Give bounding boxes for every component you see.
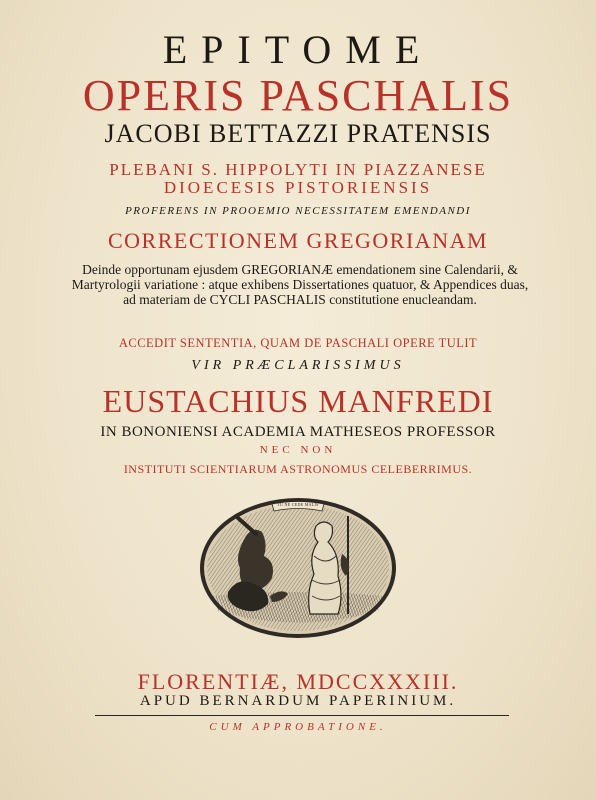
correctionem-heading: CORRECTIONEM GREGORIANAM bbox=[107, 228, 489, 253]
imprint-place-date: FLORENTIÆ, MDCCXXXIII. bbox=[137, 669, 459, 694]
title-epitome: EPITOME bbox=[162, 27, 434, 72]
professor-line: IN BONONIENSI ACADEMIA MATHESEOS PROFESSOR bbox=[100, 424, 496, 440]
author-name: JACOBI BETTAZZI PRATENSIS bbox=[104, 119, 492, 148]
vir-line: VIR PRÆCLARISSIMUS bbox=[191, 358, 405, 373]
accedit-line: ACCEDIT SENTENTIA, QUAM DE PASCHALI OPERE TULIT bbox=[118, 336, 478, 350]
description-paragraph: Deinde opportunam ejusdem GREGORIANÆ emendationem sine Calendarii, & Martyrologii variatione : atque exhibens Dissertationes quatuor, & Appendices duas, ad materiam de CYCLI PASCHALIS constitutione enucleandam. bbox=[71, 262, 529, 307]
emblem-motto: TU NE CEDE MALIS bbox=[277, 502, 319, 507]
instituti-line: INSTITUTI SCIENTIARUM ASTRONOMUS CELEBERRIMUS. bbox=[123, 462, 473, 476]
proferens-line: PROFERENS IN PROOEMIO NECESSITATEM EMENDANDI bbox=[125, 205, 471, 217]
title-operis-paschalis: OPERIS PASCHALIS bbox=[82, 71, 514, 120]
author-office-line1: PLEBANI S. HIPPOLYTI IN PIAZZANESE bbox=[109, 160, 487, 179]
imprint-printer: APUD BERNARDUM PAPERINIUM. bbox=[139, 693, 457, 709]
imprint-rule bbox=[95, 715, 509, 716]
imprint-approval: CUM APPROBATIONE. bbox=[209, 721, 387, 733]
author-office-line2: DIOECESIS PISTORIENSIS bbox=[163, 178, 433, 197]
printers-emblem bbox=[198, 496, 398, 641]
manfredi-name: EUSTACHIUS MANFREDI bbox=[102, 383, 494, 419]
nec-non-line: NEC NON bbox=[259, 444, 337, 456]
